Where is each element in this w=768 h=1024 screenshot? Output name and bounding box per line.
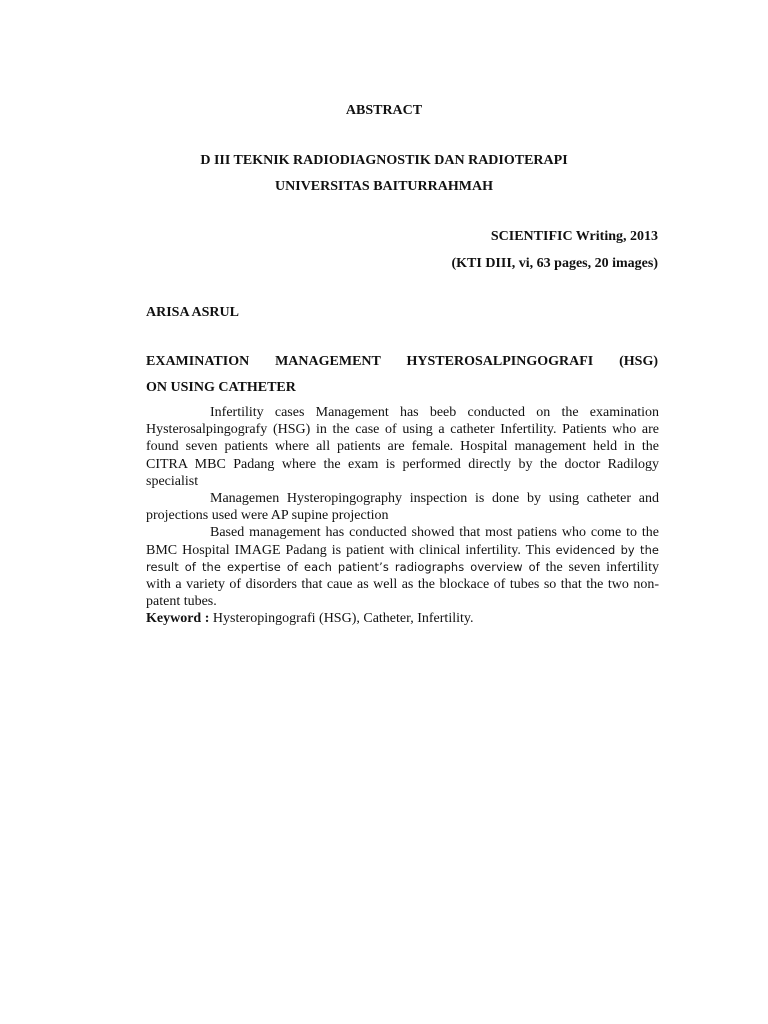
abstract-title: ABSTRACT [345, 103, 423, 118]
keyword-label: Keyword : [146, 611, 210, 627]
abstract-body [146, 404, 659, 628]
paragraph-2: Managemen Hysteropingography inspection is done by using catheter and projections used were AP supine projection [146, 491, 659, 524]
paragraph-3-part-1: Based management has conducted showed that most patiens who come to the BMC Hospital IMAGE Padang is patient with clinical infertility. This [146, 525, 659, 558]
paragraph-3-part-3: the seven infertility with a variety of disorders that caue as well as the blockace of tubes so that the two non-patent tubes. [146, 559, 660, 610]
program-name: D III TEKNIK RADIODIAGNOSTIK DAN RADIOTERAPI [200, 153, 568, 168]
keyword-line [146, 610, 659, 627]
university-name: UNIVERSITAS BAITURRAHMAH [275, 179, 493, 194]
paragraph-1: Infertility cases Management has beeb conducted on the examination Hysterosalpingografy (HSG) in the case of using a catheter Infertility. Patients who are found seven patients where all patients are female. Hospital management held in the CITRA MBC Padang where the exam is performed directly by the doctor Radilogy specialist [146, 405, 659, 489]
keyword-text: Hysteropingografi (HSG), Catheter, Infertility. [212, 611, 474, 627]
thesis-title-line1: EXAMINATION MANAGEMENT HYSTEROSALPINGOGRAFI (HSG) [146, 354, 658, 369]
paragraph-3-part-2: evidenced by the result of the expertise of each patient’s radiographs overview of [146, 542, 659, 574]
document-details: (KTI DIII, vi, 63 pages, 20 images) [451, 256, 658, 271]
thesis-title-line2: ON USING CATHETER [146, 380, 296, 395]
writing-year: SCIENTIFIC Writing, 2013 [490, 229, 658, 244]
paragraph-3 [146, 524, 659, 610]
author-name: ARISA ASRUL [146, 305, 239, 320]
